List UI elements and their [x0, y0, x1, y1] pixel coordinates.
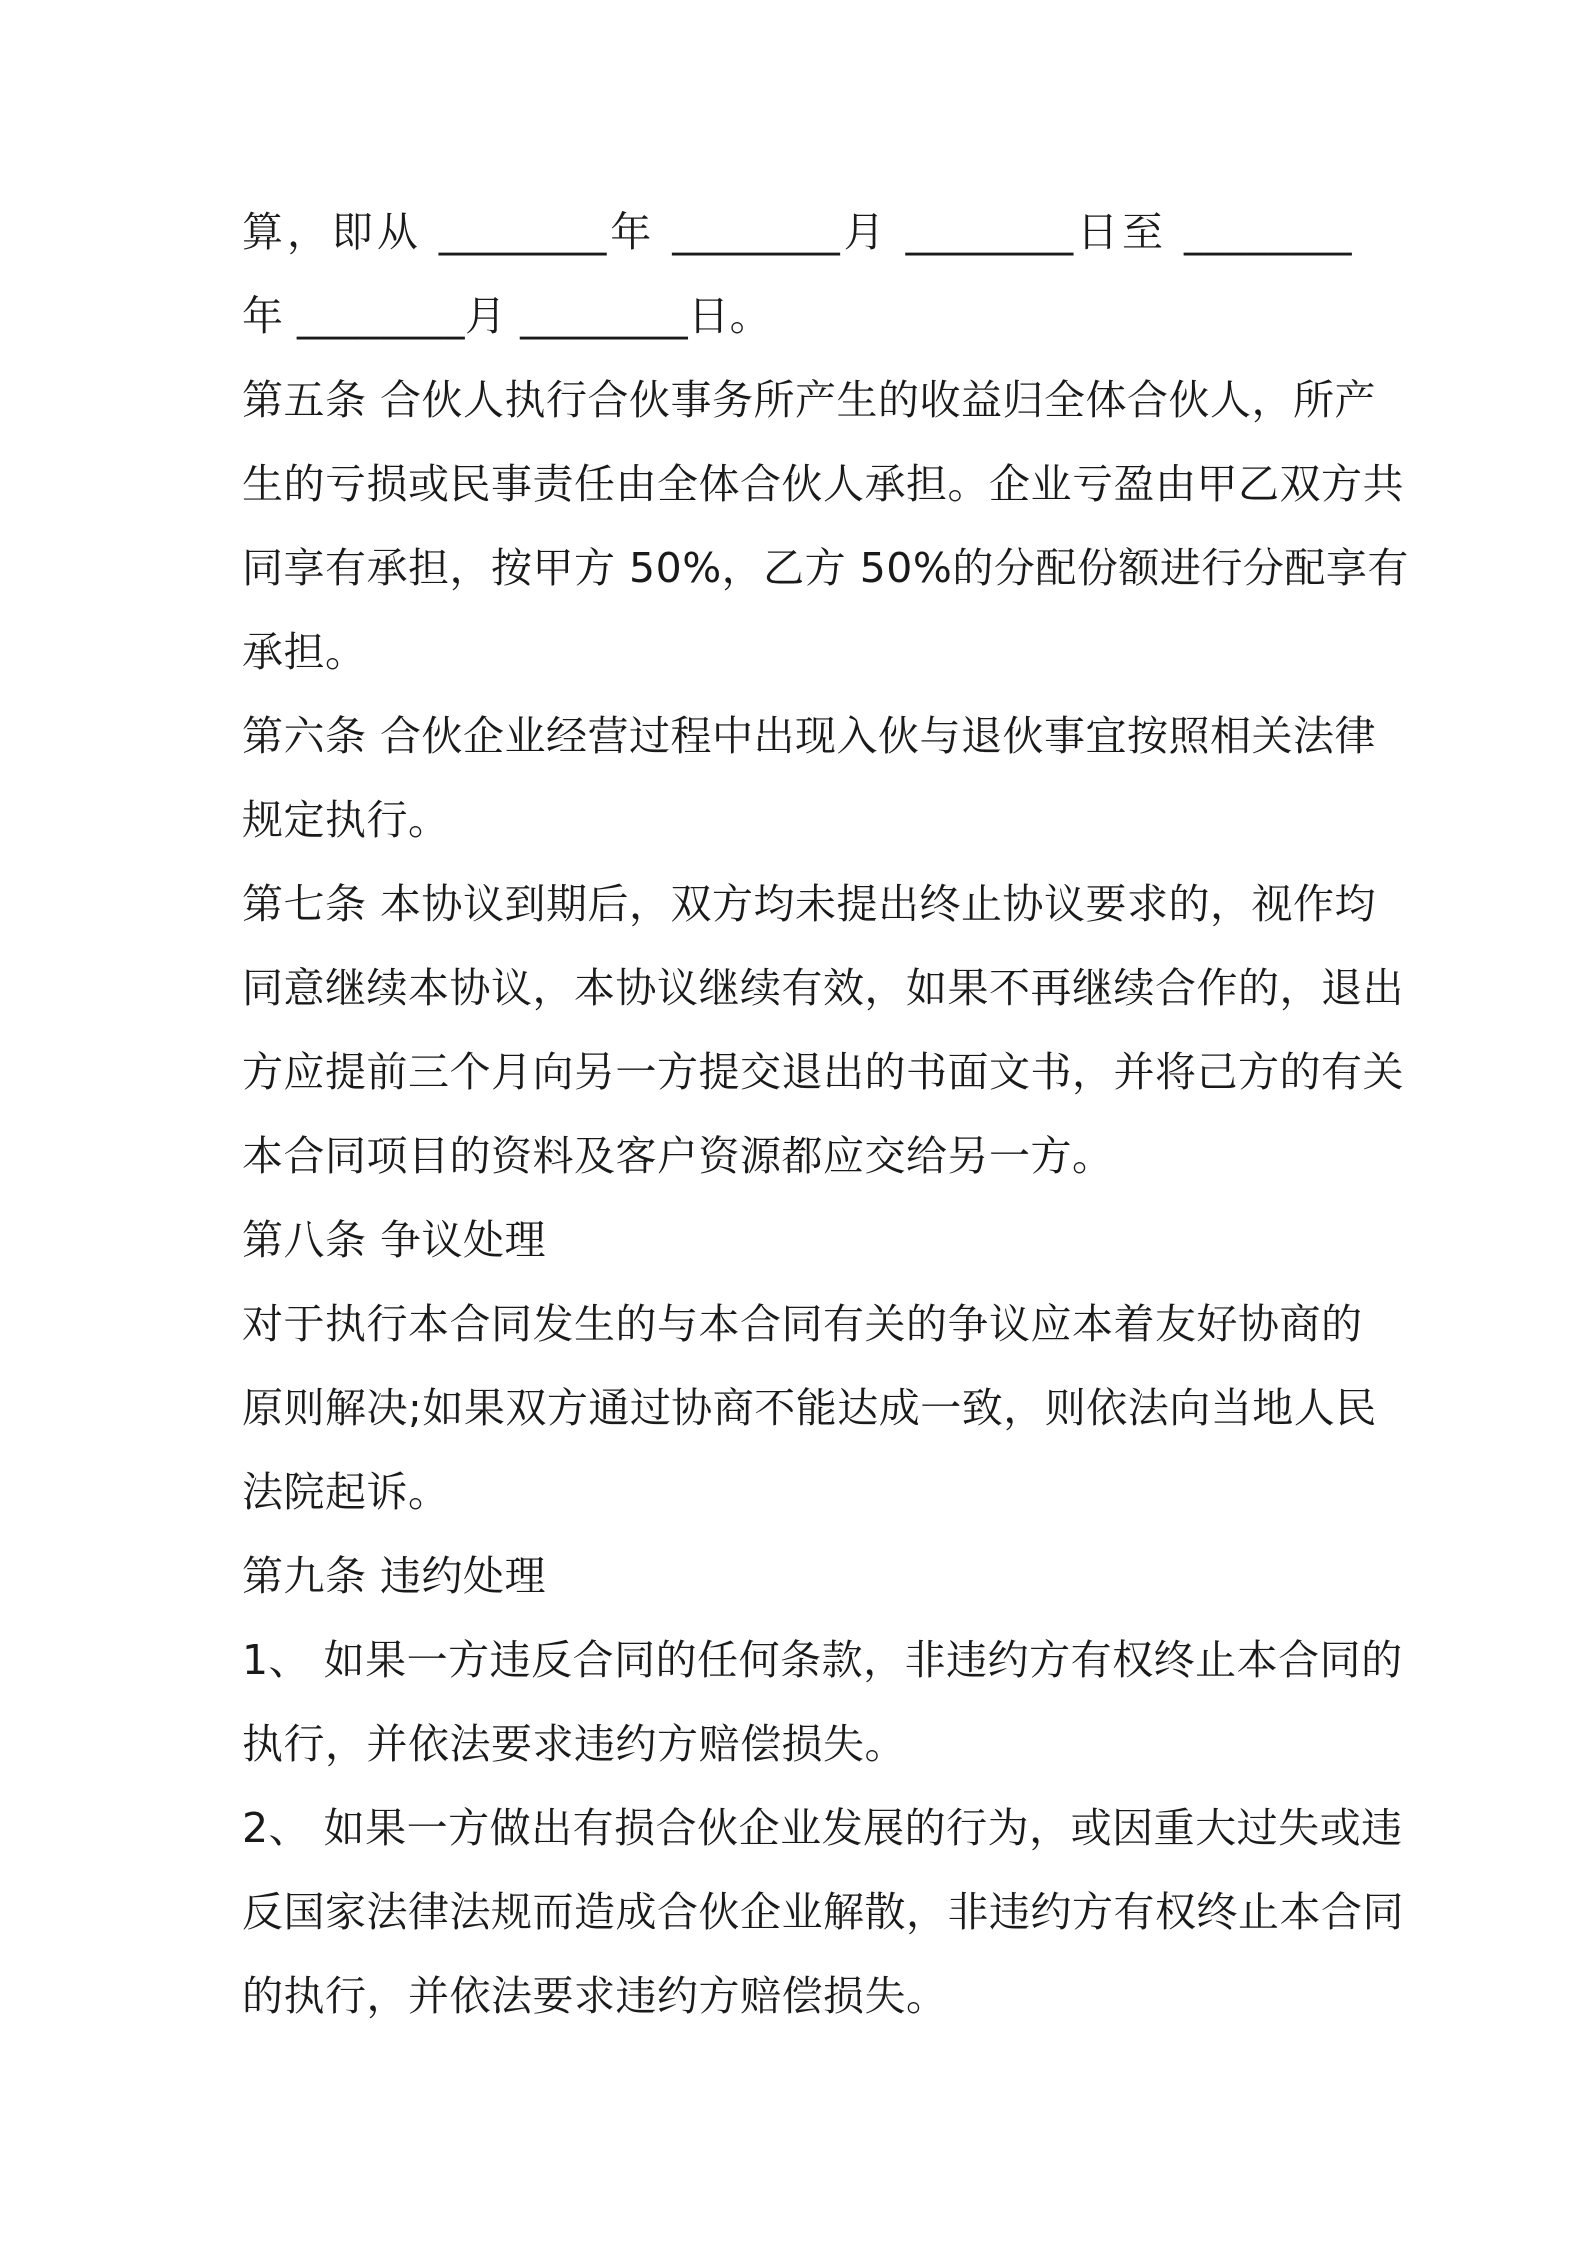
- clause-2-line: 2、 如果一方做出有损合伙企业发展的行为，或因重大过失或违: [242, 1804, 1403, 1852]
- article-9-heading: 第九条 违约处理: [242, 1552, 547, 1600]
- text-line: 对于执行本合同发生的与本合同有关的争议应本着友好协商的: [242, 1300, 1363, 1348]
- clause-1-line: 1、 如果一方违反合同的任何条款，非违约方有权终止本合同的: [242, 1636, 1403, 1684]
- text-line: 法院起诉。: [242, 1468, 450, 1516]
- text-line: 执行，并依法要求违约方赔偿损失。: [242, 1720, 906, 1768]
- text-line: 生的亏损或民事责任由全体合伙人承担。企业亏盈由甲乙双方共: [242, 460, 1404, 508]
- text-line: 同享有承担，按甲方 50%，乙方 50%的分配份额进行分配享有: [242, 544, 1409, 592]
- text-line: 算，即从 ________年 ________月 ________日至 ________: [242, 208, 1352, 256]
- text-line: 本合同项目的资料及客户资源都应交给另一方。: [242, 1132, 1114, 1180]
- document-body: [242, 190, 1409, 2038]
- article-6-line: 第六条 合伙企业经营过程中出现入伙与退伙事宜按照相关法律: [242, 712, 1377, 760]
- text-line: 方应提前三个月向另一方提交退出的书面文书，并将己方的有关: [242, 1048, 1404, 1096]
- text-line: 同意继续本协议，本协议继续有效，如果不再继续合作的，退出: [242, 964, 1404, 1012]
- text-line: 原则解决;如果双方通过协商不能达成一致，则依法向当地人民: [242, 1384, 1377, 1432]
- text-line: 反国家法律法规而造成合伙企业解散，非违约方有权终止本合同: [242, 1888, 1404, 1936]
- text-line: 承担。: [242, 628, 367, 676]
- text-line: 的执行，并依法要求违约方赔偿损失。: [242, 1972, 948, 2020]
- article-7-line: 第七条 本协议到期后，双方均未提出终止协议要求的，视作均: [242, 880, 1377, 928]
- text-line: 规定执行。: [242, 796, 450, 844]
- article-5-line: 第五条 合伙人执行合伙事务所产生的收益归全体合伙人，所产: [242, 376, 1377, 424]
- text-line: 年 ________月 ________日。: [242, 292, 772, 340]
- article-8-heading: 第八条 争议处理: [242, 1216, 547, 1264]
